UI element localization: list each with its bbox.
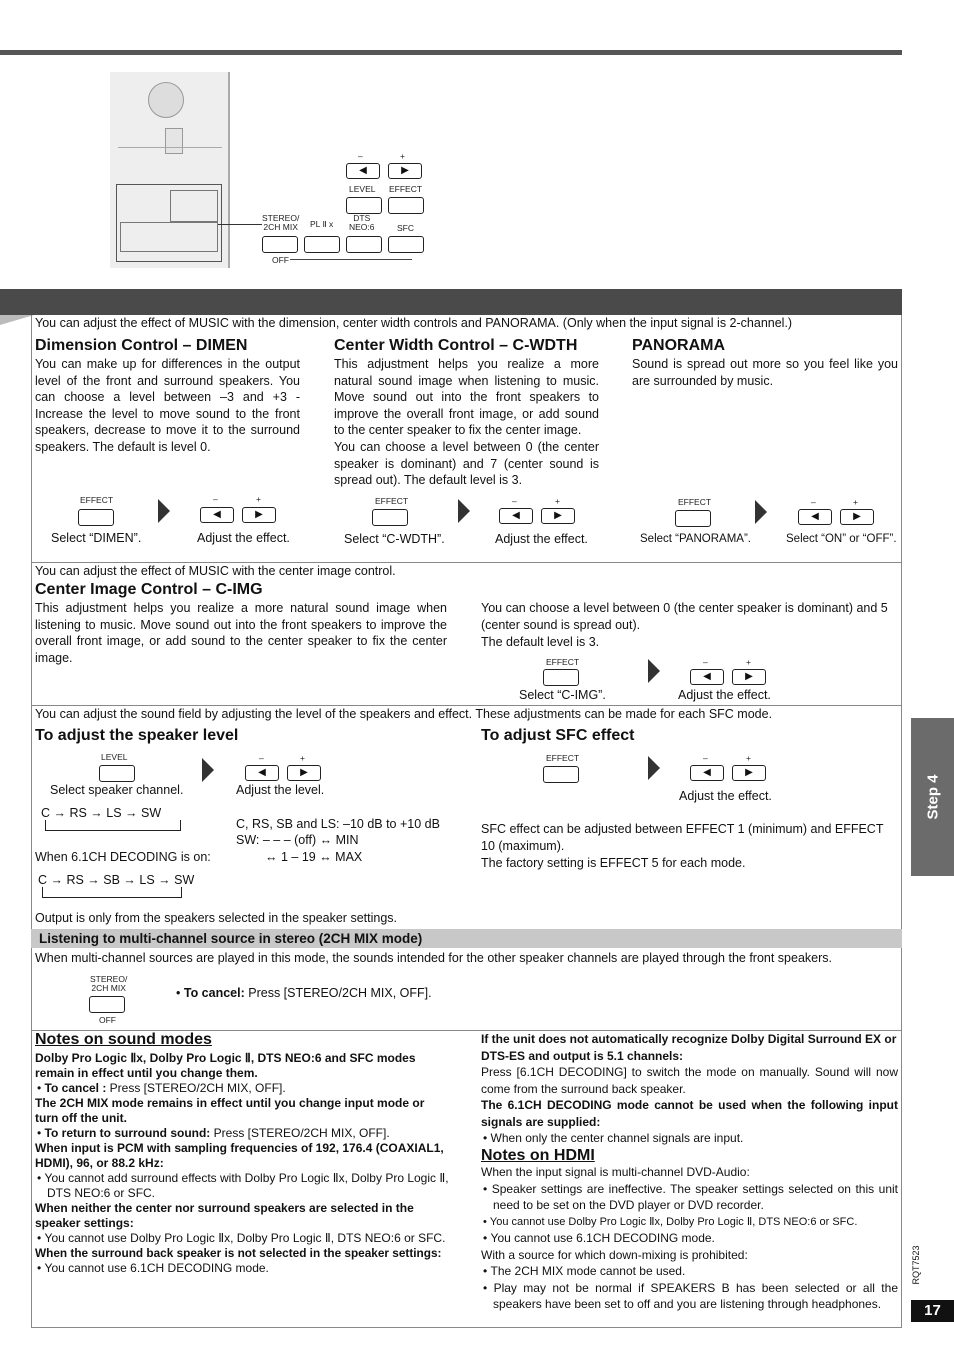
- notes-right-body: If the unit does not automatically recognize Dolby Digital Surround EX or DTS-ES and output is 5.1 channels: Press [6.1CH DECODING] to switch the mode on manually. Sound will now come from the surround back speaker. The 6.1CH DECODING mode cannot be used when the following input signals are supplied: • When only the center channel signals are input. Notes on HDMI When the input signal is multi-channel DVD-Audio: • Speaker settings are ineffective. The speaker settings selected on this unit need to be set on the DVD player or DVD recorder. • You cannot use Dolby Pro Logic Ⅱx, Dolby Pro Logic Ⅱ, DTS NEO:6 or SFC. • You cannot use 6.1CH DECODING mode. With a source for which down-mixing is prohibited: • The 2CH MIX mode cannot be used. • Play may not be normal if SPEAKERS B has been selected or all the speakers have been set to off and you are listening through headphones.: [481, 1032, 898, 1311]
- channel-sequence: C → RS → LS → SW: [41, 806, 162, 820]
- notes-hdmi-title: Notes on HDMI: [481, 1146, 595, 1164]
- effect-button[interactable]: [543, 766, 579, 783]
- off-label: OFF: [272, 255, 289, 265]
- dimension-title: Dimension Control – DIMEN: [35, 337, 248, 354]
- sfc-label: SFC: [397, 223, 414, 233]
- speaker-step1: Select speaker channel.: [50, 783, 184, 797]
- stereo-2ch-body: When multi-channel sources are played in this mode, the sounds intended for the other speaker channels are played through the front speakers.: [35, 951, 833, 965]
- remote-control-illustration: [110, 72, 230, 268]
- stereo-2ch-button[interactable]: [262, 236, 298, 253]
- output-note: Output is only from the speakers selected in the speaker settings.: [35, 911, 397, 925]
- enter-button-illustration: [148, 82, 184, 118]
- dts-neo6-label: DTS NEO:6: [349, 213, 375, 232]
- music-intro: You can adjust the effect of MUSIC with the dimension, center width controls and PANORAMA. (Only when the input signal is 2-channel.): [35, 316, 793, 330]
- minus-label: –: [358, 151, 363, 161]
- panorama-title: PANORAMA: [632, 337, 726, 354]
- left-arrow-button[interactable]: ◀: [200, 507, 234, 523]
- pl2x-button[interactable]: [304, 236, 340, 253]
- effect-button[interactable]: [675, 510, 711, 527]
- right-arrow-button[interactable]: ▶: [840, 509, 874, 525]
- stereo-2ch-title: Listening to multi-channel source in stereo (2CH MIX mode): [39, 931, 423, 946]
- panorama-step1: Select “PANORAMA”.: [640, 533, 751, 545]
- right-arrow-button[interactable]: ▶: [388, 163, 422, 179]
- step-arrow: [755, 500, 767, 524]
- sfc-effect-title: To adjust SFC effect: [481, 727, 635, 744]
- cimg-levels: You can choose a level between 0 (the center speaker is dominant) and 5 (center sound is spread out).: [481, 601, 888, 632]
- right-arrow-button[interactable]: ▶: [242, 507, 276, 523]
- panorama-step2: Select “ON” or “OFF”.: [786, 533, 897, 545]
- left-arrow-button[interactable]: ◀: [346, 163, 380, 179]
- page-number: 17: [911, 1300, 954, 1322]
- model-code: RQT7523: [911, 1245, 921, 1285]
- center-width-levels: You can choose a level between 0 (the center speaker is dominant) and 7 (center sound is spread out). The default level is 3.: [334, 440, 599, 487]
- left-arrow-button[interactable]: ◀: [499, 508, 533, 524]
- panorama-body: Sound is spread out more so you feel like you are surrounded by music.: [632, 357, 898, 388]
- level-range: C, RS, SB and LS: –10 dB to +10 dB: [236, 817, 440, 831]
- level-button[interactable]: [346, 197, 382, 214]
- effect-button[interactable]: [372, 509, 408, 526]
- dimension-body: You can make up for differences in the output level of the front and surround speakers. You can choose a level between –3 and +3 - Increase the level to move sound to the front speakers, decrease to move it to the surround speakers. The default is level 0.: [35, 357, 300, 454]
- cwdth-step1: Select “C-WDTH”.: [344, 532, 445, 546]
- step-arrow: [458, 499, 470, 523]
- center-width-title: Center Width Control – C-WDTH: [334, 337, 578, 354]
- cimg-title: Center Image Control – C-IMG: [35, 581, 263, 598]
- cimg-default: The default level is 3.: [481, 635, 600, 649]
- right-arrow-button[interactable]: ▶: [541, 508, 575, 524]
- level-button[interactable]: [99, 765, 135, 782]
- step-arrow: [648, 659, 660, 683]
- cimg-intro: You can adjust the effect of MUSIC with the center image control.: [35, 564, 396, 578]
- step-tab: Step 4: [911, 718, 954, 876]
- channel-sequence-61: C → RS → SB → LS → SW: [38, 873, 195, 887]
- stereo-2ch-button[interactable]: [89, 996, 125, 1013]
- effect-label: EFFECT: [80, 495, 114, 505]
- level-label: LEVEL: [349, 184, 376, 194]
- when-61ch: When 6.1CH DECODING is on:: [35, 850, 211, 864]
- left-arrow-button[interactable]: ◀: [245, 765, 279, 781]
- sfc-default: The factory setting is EFFECT 5 for each mode.: [481, 856, 746, 870]
- step-arrow: [158, 499, 170, 523]
- left-arrow-button[interactable]: ◀: [798, 509, 832, 525]
- effect-button[interactable]: [388, 197, 424, 214]
- cwdth-step2: Adjust the effect.: [495, 532, 588, 546]
- step-arrow: [648, 756, 660, 780]
- speaker-step2: Adjust the level.: [236, 783, 325, 797]
- top-rule: [0, 50, 902, 55]
- dimen-step2: Adjust the effect.: [197, 531, 290, 545]
- effect-button[interactable]: [78, 509, 114, 526]
- speaker-level-title: To adjust the speaker level: [35, 727, 239, 744]
- right-arrow-button[interactable]: ▶: [732, 765, 766, 781]
- left-arrow-button[interactable]: ◀: [690, 765, 724, 781]
- dts-neo6-button[interactable]: [346, 236, 382, 253]
- section-header-band: [0, 289, 902, 315]
- pl2x-label: PL Ⅱ x: [310, 219, 334, 229]
- stereo-2ch-header: [31, 929, 902, 948]
- notes-sound-modes-body: Dolby Pro Logic Ⅱx, Dolby Pro Logic Ⅱ, DTS NEO:6 and SFC modes remain in effect until you change them. • To cancel : Press [STEREO/2CH MIX, OFF]. The 2CH MIX mode remains in effect until you change input mode or turn off the unit. • To return to surround sound: Press [STEREO/2CH MIX, OFF]. When input is PCM with sampling frequencies of 192, 176.4 (COAXIAL1, HDMI), 96, or 88.2 kHz: • You cannot add surround effects with Dolby Pro Logic Ⅱx, Dolby Pro Logic Ⅱ, DTS NEO:6 or SFC. When neither the center nor surround speakers are selected in the speaker settings: • You cannot use Dolby Pro Logic Ⅱx, Dolby Pro Logic Ⅱ, DTS NEO:6 or SFC. When the surround back speaker is not selected in the speaker settings: • You cannot use 6.1CH DECODING mode.: [35, 1051, 449, 1275]
- sw-range: SW: – – – (off) ↔ MIN: [236, 833, 359, 847]
- cimg-body: This adjustment helps you realize a more natural sound image when listening to music. Move sound out into the front speakers to improve the overall front image, or add sound to the center speaker to fix the center image.: [35, 601, 447, 665]
- cimg-step1: Select “C-IMG”.: [519, 688, 606, 702]
- to-cancel-line: • To cancel: Press [STEREO/2CH MIX, OFF].: [176, 986, 432, 1000]
- notes-sound-modes-title: Notes on sound modes: [35, 1031, 212, 1048]
- stereo-2ch-label: STEREO/ 2CH MIX: [262, 213, 300, 232]
- sfc-button[interactable]: [388, 236, 424, 253]
- right-arrow-button[interactable]: ▶: [287, 765, 321, 781]
- plus-label: +: [400, 151, 405, 161]
- center-width-body: This adjustment helps you realize a more natural sound image when listening to music. Move sound out into the front speakers to improve the overall front image, or add sound to the center speaker to fix the center image.: [334, 357, 599, 437]
- sfc-step: Adjust the effect.: [679, 789, 772, 803]
- right-arrow-button[interactable]: ▶: [732, 669, 766, 685]
- effect-button[interactable]: [543, 669, 579, 686]
- cimg-step2: Adjust the effect.: [678, 688, 771, 702]
- left-arrow-button[interactable]: ◀: [690, 669, 724, 685]
- pointer-line: [218, 224, 262, 225]
- sfc-range: SFC effect can be adjusted between EFFECT 1 (minimum) and EFFECT 10 (maximum).: [481, 822, 884, 853]
- dimen-step1: Select “DIMEN”.: [51, 531, 142, 545]
- step-arrow: [202, 758, 214, 782]
- sw-range-2: ↔ 1 – 19 ↔ MAX: [265, 850, 363, 864]
- soundfield-intro: You can adjust the sound field by adjusting the level of the speakers and effect. These adjustments can be made for each SFC mode.: [35, 707, 773, 721]
- effect-label: EFFECT: [389, 184, 423, 194]
